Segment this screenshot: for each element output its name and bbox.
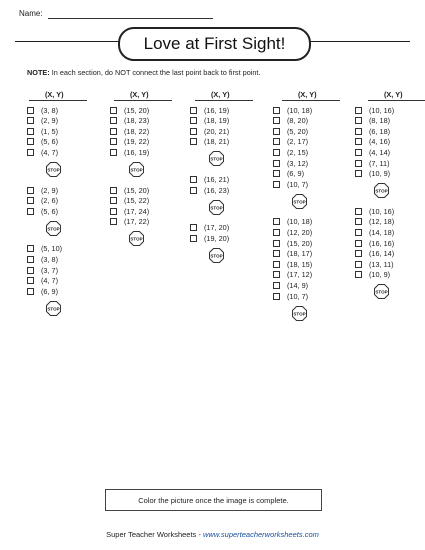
checkbox[interactable] bbox=[110, 107, 117, 114]
checkbox[interactable] bbox=[355, 128, 362, 135]
stop-label: STOP bbox=[47, 306, 60, 312]
coordinate-point: (12, 20) bbox=[287, 227, 313, 237]
checkbox[interactable] bbox=[190, 176, 197, 183]
note-label: NOTE: bbox=[27, 68, 50, 77]
coordinate-point: (15, 22) bbox=[124, 196, 150, 206]
coordinate-point: (17, 20) bbox=[204, 223, 230, 233]
coordinate-row bbox=[27, 147, 58, 157]
checkbox[interactable] bbox=[110, 187, 117, 194]
coordinate-row bbox=[273, 217, 312, 227]
coordinate-row bbox=[27, 105, 58, 115]
coordinate-row bbox=[110, 105, 149, 115]
checkbox[interactable] bbox=[273, 250, 280, 257]
coordinate-row bbox=[110, 126, 149, 136]
coordinate-row bbox=[110, 116, 149, 126]
checkbox[interactable] bbox=[27, 277, 34, 284]
coordinate-row bbox=[110, 217, 149, 227]
coordinate-row bbox=[190, 126, 229, 136]
checkbox[interactable] bbox=[27, 267, 34, 274]
coordinate-point: (18, 19) bbox=[204, 116, 230, 126]
checkbox[interactable] bbox=[273, 117, 280, 124]
checkbox[interactable] bbox=[190, 117, 197, 124]
coordinate-row bbox=[27, 137, 58, 147]
coordinate-row bbox=[273, 116, 308, 126]
coordinate-point: (14, 18) bbox=[369, 227, 395, 237]
checkbox[interactable] bbox=[110, 208, 117, 215]
column-header-underline bbox=[368, 100, 425, 101]
coordinate-row bbox=[355, 116, 390, 126]
checkbox[interactable] bbox=[27, 288, 34, 295]
stop-label: STOP bbox=[210, 204, 223, 210]
coordinate-row bbox=[190, 174, 229, 184]
coordinate-point: (20, 21) bbox=[204, 126, 230, 136]
coordinate-point: (16, 23) bbox=[204, 185, 230, 195]
coordinate-point: (14, 9) bbox=[287, 280, 309, 290]
checkbox[interactable] bbox=[273, 128, 280, 135]
coordinate-row bbox=[27, 286, 58, 296]
stop-sign-icon bbox=[209, 248, 224, 263]
note bbox=[27, 68, 261, 77]
stop-sign-icon bbox=[209, 151, 224, 166]
coordinate-row bbox=[110, 137, 149, 147]
coordinate-row bbox=[273, 227, 312, 237]
column-header-underline bbox=[195, 100, 253, 101]
coordinate-row bbox=[355, 206, 394, 216]
coordinate-point: (16, 16) bbox=[369, 238, 395, 248]
checkbox[interactable] bbox=[355, 229, 362, 236]
coordinate-row bbox=[27, 116, 58, 126]
coordinate-point: (4, 16) bbox=[369, 137, 391, 147]
checkbox[interactable] bbox=[355, 170, 362, 177]
coordinate-row bbox=[273, 259, 312, 269]
coordinate-point: (17, 12) bbox=[287, 270, 313, 280]
stop-sign-icon bbox=[129, 231, 144, 246]
checkbox[interactable] bbox=[190, 138, 197, 145]
checkbox[interactable] bbox=[273, 282, 280, 289]
coordinate-row bbox=[355, 227, 394, 237]
coordinate-point: (2, 9) bbox=[41, 185, 59, 195]
coordinate-point: (19, 20) bbox=[204, 233, 230, 243]
coordinate-point: (16, 21) bbox=[204, 174, 230, 184]
checkbox[interactable] bbox=[27, 128, 34, 135]
coordinate-row bbox=[355, 169, 390, 179]
checkbox[interactable] bbox=[355, 218, 362, 225]
coordinate-point: (4, 14) bbox=[369, 147, 391, 157]
coordinate-point: (3, 8) bbox=[41, 105, 59, 115]
coordinate-row bbox=[27, 254, 58, 264]
checkbox[interactable] bbox=[355, 117, 362, 124]
checkbox[interactable] bbox=[273, 218, 280, 225]
checkbox[interactable] bbox=[273, 181, 280, 188]
coordinate-point: (5, 20) bbox=[287, 126, 309, 136]
checkbox[interactable] bbox=[355, 149, 362, 156]
checkbox[interactable] bbox=[355, 138, 362, 145]
stop-sign-icon bbox=[292, 194, 307, 209]
coordinate-row bbox=[273, 158, 308, 168]
stop-sign-icon bbox=[46, 301, 61, 316]
coordinate-point: (15, 20) bbox=[124, 105, 150, 115]
coordinate-row bbox=[110, 206, 149, 216]
footer-link[interactable]: www.superteacherworksheets.com bbox=[202, 530, 319, 539]
checkbox[interactable] bbox=[110, 117, 117, 124]
footer-text: Super Teacher Worksheets - bbox=[106, 530, 203, 539]
coordinate-point: (16, 19) bbox=[124, 147, 150, 157]
stop-sign-icon bbox=[46, 221, 61, 236]
stop-sign-icon bbox=[374, 284, 389, 299]
coordinate-point: (19, 22) bbox=[124, 137, 150, 147]
coordinate-point: (10, 7) bbox=[287, 291, 309, 301]
column-header: (X, Y) bbox=[298, 90, 317, 99]
checkbox[interactable] bbox=[273, 271, 280, 278]
checkbox[interactable] bbox=[27, 256, 34, 263]
footer bbox=[0, 530, 425, 539]
coordinate-row bbox=[27, 276, 58, 286]
coordinate-row bbox=[355, 238, 394, 248]
coordinate-row bbox=[273, 249, 312, 259]
coordinate-point: (2, 17) bbox=[287, 137, 309, 147]
coordinate-row bbox=[27, 185, 58, 195]
coordinate-row bbox=[355, 158, 390, 168]
coordinate-point: (6, 9) bbox=[287, 169, 305, 179]
coordinate-row bbox=[27, 206, 58, 216]
coordinate-point: (6, 9) bbox=[41, 286, 59, 296]
coordinate-point: (10, 9) bbox=[369, 169, 391, 179]
column-header: (X, Y) bbox=[384, 90, 403, 99]
coordinate-row bbox=[110, 147, 149, 157]
coordinate-point: (10, 9) bbox=[369, 270, 391, 280]
coordinate-point: (18, 15) bbox=[287, 259, 313, 269]
column-header: (X, Y) bbox=[45, 90, 64, 99]
coordinate-point: (6, 18) bbox=[369, 126, 391, 136]
stop-sign-icon bbox=[374, 183, 389, 198]
coordinate-row bbox=[27, 196, 58, 206]
coordinate-point: (10, 18) bbox=[287, 105, 313, 115]
coordinate-row bbox=[355, 147, 390, 157]
coordinate-row bbox=[27, 244, 62, 254]
coordinate-row bbox=[110, 185, 149, 195]
name-label: Name: bbox=[19, 9, 43, 18]
stop-sign-icon bbox=[209, 200, 224, 215]
coordinate-point: (10, 7) bbox=[287, 179, 309, 189]
coordinate-row bbox=[190, 233, 229, 243]
coordinate-point: (15, 20) bbox=[287, 238, 313, 248]
coordinate-point: (12, 18) bbox=[369, 217, 395, 227]
coordinate-point: (4, 7) bbox=[41, 147, 59, 157]
checkbox[interactable] bbox=[273, 240, 280, 247]
checkbox[interactable] bbox=[355, 240, 362, 247]
coordinate-point: (5, 6) bbox=[41, 206, 59, 216]
coordinate-point: (8, 20) bbox=[287, 116, 309, 126]
stop-label: STOP bbox=[47, 226, 60, 232]
coordinate-point: (3, 8) bbox=[41, 254, 59, 264]
coordinate-point: (18, 23) bbox=[124, 116, 150, 126]
coordinate-row bbox=[27, 265, 58, 275]
coordinate-row bbox=[190, 105, 229, 115]
coordinate-point: (18, 21) bbox=[204, 137, 230, 147]
stop-sign-icon bbox=[129, 162, 144, 177]
checkbox[interactable] bbox=[355, 208, 362, 215]
coordinate-point: (18, 17) bbox=[287, 249, 313, 259]
checkbox[interactable] bbox=[110, 138, 117, 145]
coordinate-point: (10, 16) bbox=[369, 105, 395, 115]
coordinate-point: (5, 6) bbox=[41, 137, 59, 147]
coordinate-point: (16, 14) bbox=[369, 249, 395, 259]
stop-label: STOP bbox=[375, 289, 388, 295]
coordinate-row bbox=[273, 169, 304, 179]
coordinate-point: (2, 6) bbox=[41, 196, 59, 206]
coordinate-row bbox=[190, 185, 229, 195]
checkbox[interactable] bbox=[273, 293, 280, 300]
column-header: (X, Y) bbox=[130, 90, 149, 99]
checkbox[interactable] bbox=[110, 197, 117, 204]
coordinate-row bbox=[355, 126, 390, 136]
coordinate-row bbox=[273, 147, 308, 157]
instruction-box: Color the picture once the image is complete. bbox=[105, 489, 322, 511]
coordinate-row bbox=[355, 105, 394, 115]
column-header: (X, Y) bbox=[211, 90, 230, 99]
coordinate-row bbox=[273, 105, 312, 115]
coordinate-point: (4, 7) bbox=[41, 276, 59, 286]
coordinate-point: (3, 7) bbox=[41, 265, 59, 275]
stop-label: STOP bbox=[210, 156, 223, 162]
checkbox[interactable] bbox=[190, 128, 197, 135]
coordinate-row bbox=[190, 116, 229, 126]
column-header-underline bbox=[282, 100, 340, 101]
checkbox[interactable] bbox=[355, 160, 362, 167]
name-line[interactable] bbox=[48, 18, 213, 19]
coordinate-row bbox=[355, 137, 390, 147]
coordinate-row bbox=[273, 137, 308, 147]
checkbox[interactable] bbox=[273, 149, 280, 156]
checkbox[interactable] bbox=[27, 208, 34, 215]
checkbox[interactable] bbox=[190, 235, 197, 242]
checkbox[interactable] bbox=[190, 224, 197, 231]
coordinate-row bbox=[273, 270, 312, 280]
checkbox[interactable] bbox=[27, 138, 34, 145]
coordinate-row bbox=[273, 126, 308, 136]
coordinate-point: (10, 18) bbox=[287, 217, 313, 227]
coordinate-row bbox=[355, 259, 394, 269]
coordinate-point: (17, 24) bbox=[124, 206, 150, 216]
coordinate-row bbox=[355, 270, 390, 280]
column-header-underline bbox=[114, 100, 172, 101]
checkbox[interactable] bbox=[273, 170, 280, 177]
stop-label: STOP bbox=[375, 188, 388, 194]
coordinate-row bbox=[190, 137, 229, 147]
checkbox[interactable] bbox=[355, 261, 362, 268]
checkbox[interactable] bbox=[27, 245, 34, 252]
checkbox[interactable] bbox=[273, 160, 280, 167]
coordinate-row bbox=[273, 238, 312, 248]
checkbox[interactable] bbox=[27, 197, 34, 204]
coordinate-point: (18, 22) bbox=[124, 126, 150, 136]
checkbox[interactable] bbox=[273, 229, 280, 236]
checkbox[interactable] bbox=[355, 107, 362, 114]
coordinate-row bbox=[355, 249, 394, 259]
checkbox[interactable] bbox=[190, 187, 197, 194]
stop-label: STOP bbox=[293, 310, 306, 316]
checkbox[interactable] bbox=[190, 107, 197, 114]
stop-label: STOP bbox=[47, 167, 60, 173]
stop-sign-icon bbox=[46, 162, 61, 177]
coordinate-row bbox=[273, 280, 308, 290]
coordinate-point: (1, 5) bbox=[41, 126, 59, 136]
checkbox[interactable] bbox=[27, 107, 34, 114]
stop-sign-icon bbox=[292, 306, 307, 321]
checkbox[interactable] bbox=[27, 117, 34, 124]
checkbox[interactable] bbox=[110, 218, 117, 225]
stop-label: STOP bbox=[130, 167, 143, 173]
checkbox[interactable] bbox=[110, 128, 117, 135]
coordinate-row bbox=[190, 223, 229, 233]
stop-label: STOP bbox=[130, 236, 143, 242]
column-header-underline bbox=[29, 100, 87, 101]
checkbox[interactable] bbox=[27, 187, 34, 194]
coordinate-row bbox=[110, 196, 149, 206]
coordinate-point: (2, 15) bbox=[287, 147, 309, 157]
worksheet-title: Love at First Sight! bbox=[118, 27, 311, 61]
checkbox[interactable] bbox=[273, 107, 280, 114]
checkbox[interactable] bbox=[355, 250, 362, 257]
stop-label: STOP bbox=[293, 199, 306, 205]
checkbox[interactable] bbox=[273, 138, 280, 145]
checkbox[interactable] bbox=[273, 261, 280, 268]
coordinate-point: (7, 11) bbox=[369, 158, 390, 168]
coordinate-row bbox=[27, 126, 58, 136]
checkbox[interactable] bbox=[355, 271, 362, 278]
coordinate-point: (16, 19) bbox=[204, 105, 230, 115]
coordinate-point: (10, 16) bbox=[369, 206, 395, 216]
coordinate-row bbox=[273, 291, 308, 301]
stop-label: STOP bbox=[210, 253, 223, 259]
coordinate-row bbox=[273, 179, 308, 189]
coordinate-point: (2, 9) bbox=[41, 116, 59, 126]
coordinate-point: (5, 10) bbox=[41, 244, 63, 254]
coordinate-point: (17, 22) bbox=[124, 217, 150, 227]
checkbox[interactable] bbox=[110, 149, 117, 156]
coordinate-point: (13, 11) bbox=[369, 259, 394, 269]
coordinate-point: (15, 20) bbox=[124, 185, 150, 195]
checkbox[interactable] bbox=[27, 149, 34, 156]
coordinate-row bbox=[355, 217, 394, 227]
coordinate-point: (3, 12) bbox=[287, 158, 309, 168]
note-text: In each section, do NOT connect the last point back to first point. bbox=[51, 68, 261, 77]
coordinate-point: (8, 18) bbox=[369, 116, 391, 126]
